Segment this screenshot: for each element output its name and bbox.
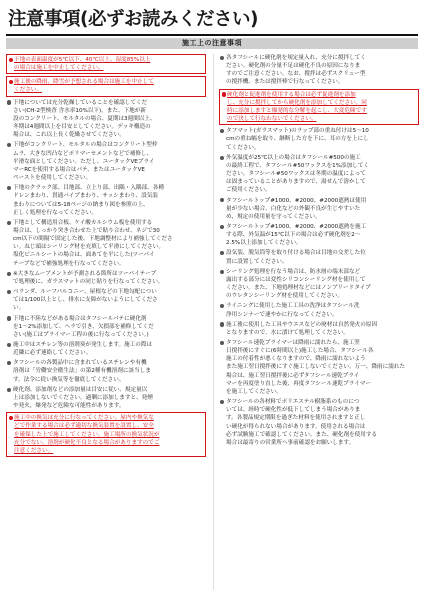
caution-item <box>6 184 206 217</box>
caution-item <box>219 321 419 337</box>
caution-item <box>6 219 206 268</box>
item-text-line: 設のコンクリート、モルタルの場合、夏期は3週間以上、 <box>13 115 156 122</box>
caution-item <box>6 315 206 339</box>
item-text-line: 場合は、しっかり突き合わせた上で貼り合わせ、ネジで30 <box>13 227 160 234</box>
item-text-line: シーリング処理を行なう場合は、防水層の端末部など <box>226 268 361 275</box>
caution-item <box>219 197 419 221</box>
item-text-line: 場合は最寄りの営業所へ事前確認をお願いします。 <box>226 439 355 446</box>
item-text-line: タフシールトップ#1000、#2000、#2000遮熱を施工 <box>226 223 367 230</box>
item-text-line: 冬期は4週間以上を目安としてください。デッキ構造の <box>13 124 151 131</box>
item-text-line: 時に添加しますと爆発的な分解を起こし、大変危険です <box>227 107 367 114</box>
item-text-line: 施工の付着性が悪くなりますので、降雨に濡れないよう <box>226 356 366 363</box>
caution-item <box>219 154 419 195</box>
caution-item <box>6 359 206 383</box>
item-text-line: 施工後の降雨、降雪が予想される場合は施工を中止して <box>14 79 154 86</box>
item-text-line: ムラ、大きな凹凸などポリマーセメントなどで補修し、 <box>13 150 153 157</box>
item-text-line: ので決して行なわないでください。 <box>227 116 317 123</box>
warning-item <box>6 412 206 457</box>
item-text-line: さい(施工はプライマー工程の後に行なってください。) <box>13 331 149 338</box>
item-text-line: マーRCを使用する場合はパテ、またはユータックVE <box>13 166 145 173</box>
item-text-line: 施工中の換気は充分に行なってください。屋内や換気な <box>14 415 154 422</box>
item-text-line: 外気温度が25℃以上の場合はタフシール#500の施工 <box>226 154 361 161</box>
item-text-line: タフシールの各材料でポリエステル樹脂系のものにつ <box>226 399 360 406</box>
item-text-line: 硬化剤、添加剤などの添加量は目安に従い、規定量以 <box>13 386 148 393</box>
item-text-line: を施工してください。 <box>226 388 282 395</box>
caution-item <box>219 302 419 318</box>
item-text-line: さい(CH-2型検査 含水率10%以下)。また、下地が新 <box>13 107 146 114</box>
item-text-line: 注意ください。 <box>14 447 54 454</box>
item-text-line: い硬化が得られない場合があります。使用される場合は <box>226 423 366 430</box>
item-text-line: 置に設置してください。 <box>226 258 288 265</box>
item-text-line: 充分でない、溶剤が硬化不良となる場合がありますのでご <box>14 439 160 446</box>
caution-item <box>219 268 419 301</box>
caution-item <box>6 270 206 286</box>
item-text-line: ください。 <box>14 87 42 94</box>
caution-item <box>219 398 419 447</box>
warning-item <box>219 89 419 126</box>
caution-item <box>219 54 419 87</box>
caution-item <box>6 386 206 410</box>
item-text-line: ださい。硬化剤の分量不足は硬化不良の原因になりま <box>226 63 361 70</box>
item-text-line: や発火、爆発など危険な可能性があります。 <box>13 403 125 410</box>
item-text-line: 下地として構造用合板、ケイ酸カルシウム板を使用する <box>13 219 153 226</box>
section-heading: 施工上の注意事項 <box>6 38 418 49</box>
left-column <box>6 54 206 590</box>
item-text-line: は固まっていることがありますので、湯せんで溶かして <box>226 179 366 186</box>
item-text-line: 施工後に使用した工具やウエスなどの廃材は自然発火の原因 <box>226 321 378 328</box>
item-text-line: 下地の表面温度が5℃以下、40℃以上、湿度85%以上 <box>14 57 151 63</box>
item-text-line: する際、外気温が15℃以下の場合は必ず硬化剤を2～ <box>226 232 361 239</box>
item-text-line: ご使用ください。 <box>226 187 271 194</box>
item-text-line: cmの重ね幅を取り、継断した方を下に、耳の方を上にし <box>226 136 369 143</box>
item-text-line: タフシールの各製品中に含まれているスチレンや有機 <box>13 360 147 367</box>
column-divider <box>213 54 214 590</box>
caution-item <box>219 127 419 151</box>
item-text-line: 設気装、脱気筒等を取り付ける場合は目地の交差した位 <box>226 250 366 257</box>
item-text-line: まわりについては5-18ページの納まり図を参照の上、 <box>13 201 149 208</box>
item-text-line: を1～2%添加して、ヘラで引き、欠損部を補修してくだ <box>13 323 154 330</box>
page-title: 注意事項(必ずお読みください) <box>8 9 258 30</box>
item-text-line: マーを再度塗り直した後、再度タフシール速乾プライマー <box>226 380 371 387</box>
item-text-line: ペーストを使用してください。 <box>13 175 92 182</box>
item-text-line: タフシールトップ#1000、#2000、#2000遮熱は使用 <box>226 197 367 204</box>
item-text-line: を確保した上で施工してください。施工場所の換気状況が <box>14 431 160 438</box>
item-text-line: どで作業する場合は必ず適切な換気装置を設置し、安全 <box>14 423 154 430</box>
item-text-line: 近隣に必ず連絡してください。 <box>13 350 92 357</box>
title-underline <box>6 34 418 36</box>
item-text-line: 下地に不陸などがある場合はタフシールパテに硬化剤 <box>13 315 147 322</box>
item-text-line: す。法令に従い換気等を徹底してください。 <box>13 376 125 383</box>
item-text-line: め、規定の使用量を守ってください。 <box>226 213 321 220</box>
item-text-line: 施工中はスチレン等の溶剤臭が発生します。施工の際は <box>13 342 153 348</box>
caution-item <box>6 341 206 357</box>
item-text-line: ライニングに使用した施工工具の洗浄はタフシール洗 <box>226 303 360 310</box>
item-text-line: のウレタンシーリング材を使用してください。 <box>226 293 343 300</box>
item-text-line: ドレンまわり、貫通パイプまわり、サッシまわり、設気装 <box>13 193 159 200</box>
item-text-line: タフシール速乾プライマーは降雨に濡れたら、施工翌 <box>226 340 360 346</box>
item-text-line: 場合は、施工翌日撹拌後に必ずタフシール速乾プライ <box>226 372 360 379</box>
item-text-line: ては1/100以上とし、排水に支障がないようにしてくださ <box>13 297 158 304</box>
item-text-line: cm以下の間隔で固定した後、下地調整材により補強してくださ <box>13 236 173 243</box>
item-text-line: の場合は施工を中止してください。 <box>14 65 104 72</box>
item-text-line: 平滑な面としてください。ただし、ユータックVEプライ <box>13 158 155 165</box>
item-text-line: タフマット(ガラスマット)のラップ部の重ね付けは5～10 <box>226 128 369 135</box>
item-text-line: す。各製品規定期限を過ぎた材料を使用されますと正し <box>226 415 366 422</box>
item-text-line: いては、経時で硬化性が低下してしまう場合がありま <box>226 407 361 414</box>
item-text-line: ※大きなムーブメントが予測される箇所はツーパイテープ <box>13 270 157 277</box>
item-text-line: 場合は、これ以上長く乾燥させてください。 <box>13 132 125 139</box>
item-text-line: の最終工程で、タフシール#50ワックスを1%添加してく <box>226 162 369 169</box>
caution-item <box>219 223 419 247</box>
item-text-line: 各タフシールに硬化剤を規定量入れ、充分に撹拌してく <box>226 55 366 61</box>
item-text-line: となりますので、水に漬けて処理してください。 <box>226 329 349 336</box>
item-text-line: 上は添加しないでください。過剰に添加しますと、発煙 <box>13 394 153 401</box>
item-text-line: 量が少ない場合、白化などの外観不良が生じやすいた <box>226 205 361 212</box>
item-text-line: 下地のクラック部、目地部、立上り部、出隅・入隅部、各種 <box>13 185 164 192</box>
caution-item <box>219 249 419 265</box>
item-text-line: し、充分に撹拌してから硬化剤を添加してください。同 <box>227 99 367 106</box>
warning-item <box>6 76 206 96</box>
item-text-line: てください。 <box>226 144 260 151</box>
item-text-line: 露出する部分には変性シリコンシーリング材を使用して <box>226 276 366 283</box>
item-text-line: テープなどで補強処理を行なってください。 <box>13 260 125 267</box>
right-column <box>219 54 419 590</box>
item-text-line: 下地がコンクリート、モルタルの場合はコンクリート型枠 <box>13 142 158 149</box>
item-text-line: 2.5%以上添加してください。 <box>226 240 302 247</box>
item-text-line: 硬化剤と促進剤を使用する場合は必ず促進剤を添加 <box>227 91 356 98</box>
item-text-line: 下地については充分乾燥していることを確認してくだ <box>13 99 148 106</box>
caution-item <box>6 99 206 140</box>
item-text-line: 日撹拌後にすぐに(6時間以上)施工した場合、タフシール各 <box>226 348 374 355</box>
item-text-line: また施工翌日撹拌後にすぐ施工しないでください。万一、降雨に濡れた <box>226 364 406 371</box>
item-text-line: い。 <box>13 305 25 312</box>
item-text-line: の撹拌機、または撹拌棒で行なってください。 <box>226 79 344 86</box>
item-text-line: ください。また、下地処理材などにはノンブリードタイプ <box>226 285 371 292</box>
item-text-line: 塩化ビニルシートの場合は、面あてを平にした(ツーパイ <box>13 252 155 259</box>
caution-item <box>6 288 206 312</box>
item-text-line: で処理後に、ガラスマットの同じ貼りを行なってください。 <box>13 278 164 285</box>
item-text-line: い。ねじ頭はシーリング材を充填して平滑にしてください。 <box>13 244 164 251</box>
item-text-line: 必ず試験施工で確認してください。また、硬化剤を使用する <box>226 431 378 438</box>
item-text-line: ベランダ、ルーフバルコニー、屋根などの下地勾配につい <box>13 289 157 296</box>
item-text-line: 溶剤は「労働安全衛生法」の第2種有機溶剤に該当しま <box>13 368 151 375</box>
item-text-line: 正しく処理を行なってください。 <box>13 209 97 216</box>
item-text-line: ださい。タフシール#50ワックスは冬期の温度によって <box>226 171 366 178</box>
item-text-line: 浄用シンナーで速やかに行なってください。 <box>226 311 338 318</box>
caution-item <box>219 339 419 396</box>
caution-item <box>6 141 206 182</box>
item-text-line: すのでご注意ください。なお、撹拌は必ずスクリュー型 <box>226 71 366 78</box>
warning-item <box>6 54 206 74</box>
